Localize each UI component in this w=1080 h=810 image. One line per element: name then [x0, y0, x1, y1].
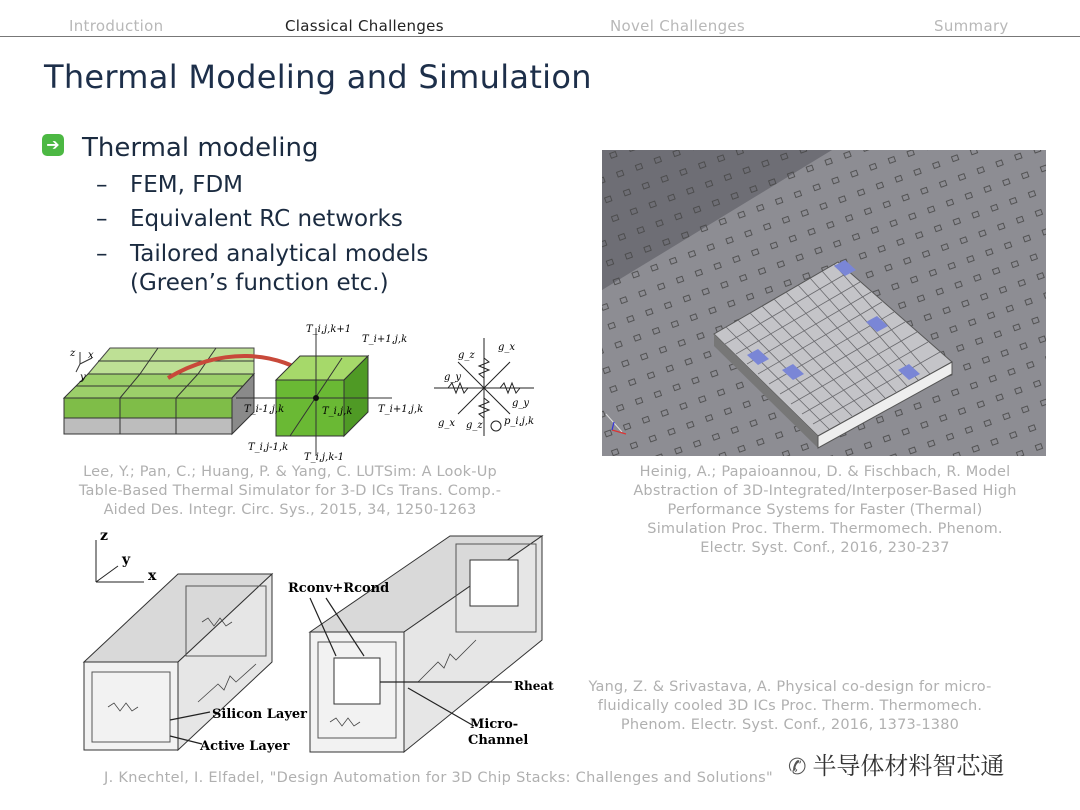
nav-tab-summary[interactable]: Summary [934, 17, 1009, 35]
figure-3d-render [602, 150, 1046, 456]
bullet-text: Thermal modeling [82, 133, 319, 163]
figure1-caption: Lee, Y.; Pan, C.; Huang, P. & Yang, C. LUTSim: A Look-Up Table-Based Thermal Simulator for 3-D ICs Trans. Comp.- Aided Des. Integr. Circ. Sys., 2015, 34, 1250-1263 [78, 464, 502, 518]
svg-text:T_i,j-1,k: T_i,j-1,k [248, 442, 289, 453]
svg-text:Rconv+Rcond: Rconv+Rcond [288, 581, 390, 596]
svg-text:Channel: Channel [468, 733, 529, 748]
svg-text:T_i,j,k+1: T_i,j,k+1 [306, 324, 352, 335]
svg-text:y: y [80, 372, 86, 383]
svg-text:z: z [70, 348, 76, 359]
slide-title: Thermal Modeling and Simulation [44, 58, 592, 96]
sub-item-continuation: (Green’s function etc.) [130, 270, 389, 296]
sub-item: – FEM, FDM [96, 172, 244, 198]
svg-text:p_i,j,k: p_i,j,k [504, 416, 535, 427]
svg-text:T_i,j,k-1: T_i,j,k-1 [304, 452, 344, 463]
svg-text:Silicon Layer: Silicon Layer [212, 707, 308, 722]
arrow-right-icon: ➔ [42, 134, 64, 156]
svg-text:g_y: g_y [512, 398, 530, 409]
figure2-caption: Heinig, A.; Papaioannou, D. & Fischbach, R. Model Abstraction of 3D-Integrated/Interposer-Based High Performance Systems for Faster (Thermal) Simulation Proc. Therm. Thermomech. Phenom. Electr. Syst. Conf., 2016, 230-237 [633, 464, 1017, 556]
svg-text:T_i+1,j,k: T_i+1,j,k [362, 334, 408, 345]
svg-text:g_y: g_y [444, 372, 462, 383]
svg-text:Rheat: Rheat [514, 679, 554, 693]
nav-tab-classical-challenges[interactable]: Classical Challenges [285, 17, 444, 35]
sub-item: – Tailored analytical models [96, 241, 429, 267]
figure-thermal-grid [58, 318, 544, 464]
watermark: ✆ 半导体材料智芯通 [788, 752, 1005, 780]
nav-tab-novel-challenges[interactable]: Novel Challenges [610, 17, 746, 35]
nav-tab-introduction[interactable]: Introduction [69, 17, 164, 35]
svg-text:x: x [148, 568, 157, 584]
svg-text:Micro-: Micro- [470, 717, 519, 732]
svg-text:g_z: g_z [458, 350, 475, 361]
svg-text:x: x [88, 350, 94, 361]
footer-citation: J. Knechtel, I. Elfadel, "Design Automation for 3D Chip Stacks: Challenges and Solutions" [104, 770, 774, 786]
sub-item: – Equivalent RC networks [96, 206, 403, 232]
svg-text:Active Layer: Active Layer [200, 739, 290, 754]
svg-text:T_i,j,k: T_i,j,k [322, 406, 353, 417]
svg-text:T_i-1,j,k: T_i-1,j,k [244, 404, 285, 415]
svg-text:y: y [122, 552, 131, 568]
wechat-icon: ✆ [788, 755, 807, 780]
svg-text:g_x: g_x [438, 418, 456, 429]
svg-text:T_i+1,j,k: T_i+1,j,k [378, 404, 424, 415]
figure-microchannel [78, 522, 558, 766]
section-nav [0, 0, 1080, 37]
svg-text:g_x: g_x [498, 342, 516, 353]
svg-text:z: z [100, 528, 108, 544]
figure3-caption: Yang, Z. & Srivastava, A. Physical co-design for micro- fluidically cooled 3D ICs Proc. Therm. Thermomech. Phenom. Electr. Syst. Conf., 2016, 1373-1380 [588, 679, 992, 733]
svg-text:g_z: g_z [466, 420, 483, 431]
